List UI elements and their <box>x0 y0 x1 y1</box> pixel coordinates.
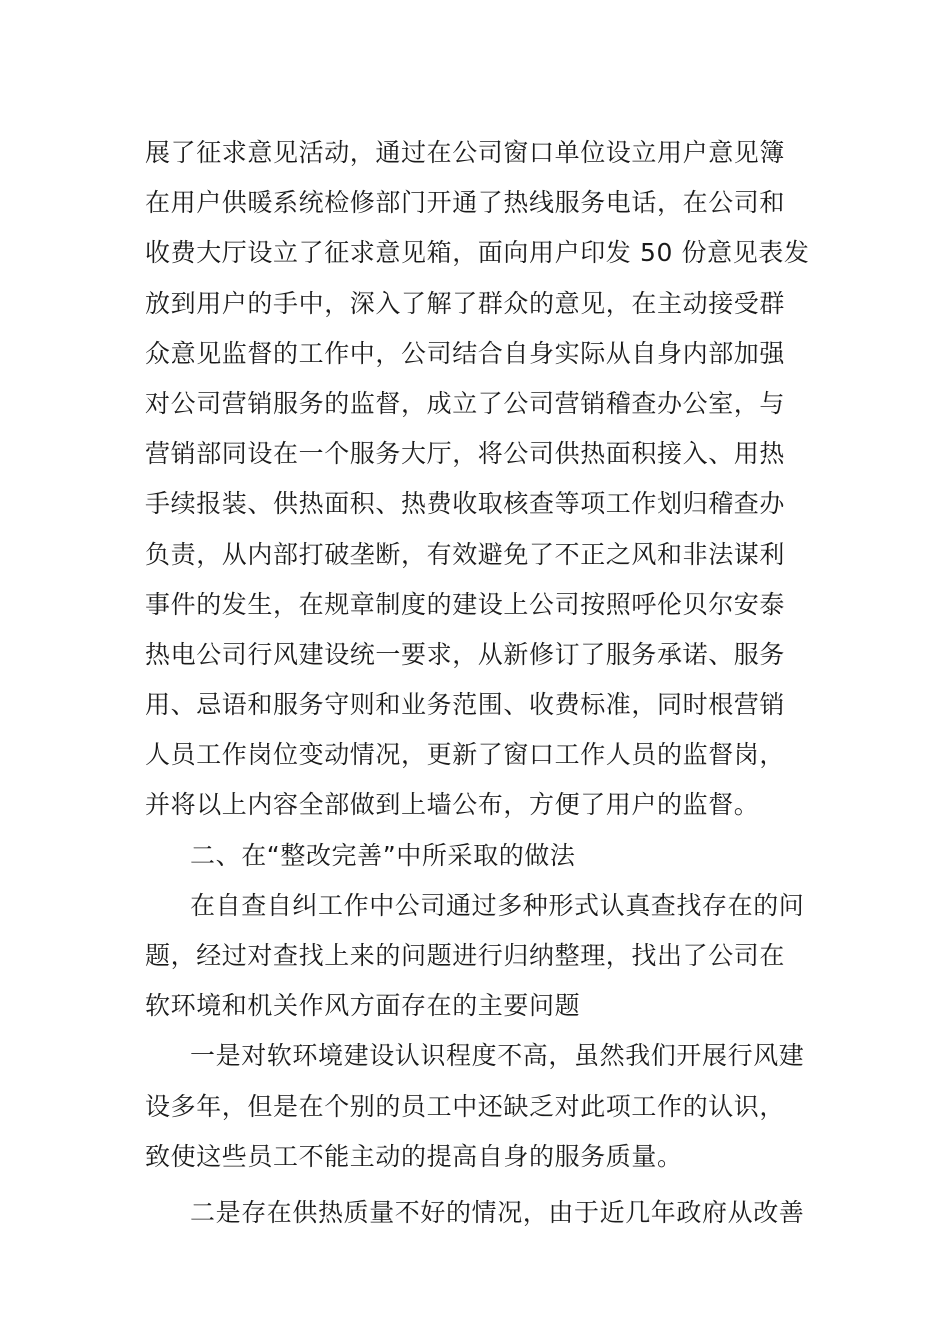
text-line: 众意见监督的工作中，公司结合自身实际从自身内部加强 <box>145 338 786 368</box>
text-line: 事件的发生，在规章制度的建设上公司按照呼伦贝尔安泰 <box>145 589 786 619</box>
text-line: 收费大厅设立了征求意见箱，面向用户印发 50 份意见表发 <box>145 238 810 268</box>
text-line: 题，经过对查找上来的问题进行归纳整理，找出了公司在 <box>145 941 786 970</box>
text-line: 手续报装、供热面积、热费收取核查等项工作划归稽查办 <box>145 489 786 519</box>
text-line: 软环境和机关作风方面存在的主要问题 <box>145 991 581 1021</box>
text-line: 营销部同设在一个服务大厅，将公司供热面积接入、用热 <box>145 439 786 469</box>
text-line: 并将以上内容全部做到上墙公布，方便了用户的监督。 <box>145 790 760 820</box>
text-line: 负责，从内部打破垄断，有效避免了不正之风和非法谋利 <box>145 539 786 569</box>
text-line: 热电公司行风建设统一要求，从新修订了服务承诺、服务 <box>145 639 786 669</box>
document-body <box>145 128 815 1238</box>
paragraph-start-line: 在自查自纠工作中公司通过多种形式认真查找存在的问 <box>190 890 805 920</box>
paragraph-start-line: 二是存在供热质量不好的情况，由于近几年政府从改善 <box>190 1197 805 1227</box>
text-line: 展了征求意见活动，通过在公司窗口单位设立用户意见簿 <box>145 138 786 167</box>
text-line: 在用户供暖系统检修部门开通了热线服务电话，在公司和 <box>145 188 786 218</box>
text-line: 对公司营销服务的监督，成立了公司营销稽查办公室，与 <box>145 388 786 418</box>
text-line: 放到用户的手中，深入了解了群众的意见，在主动接受群 <box>145 288 786 318</box>
text-line: 致使这些员工不能主动的提高自身的服务质量。 <box>145 1141 683 1171</box>
text-line: 人员工作岗位变动情况，更新了窗口工作人员的监督岗， <box>145 740 786 770</box>
text-line: 设多年，但是在个别的员工中还缺乏对此项工作的认识， <box>145 1091 786 1121</box>
section-heading: 二、在“整改完善”中所采取的做法 <box>190 840 576 870</box>
paragraph-start-line: 一是对软环境建设认识程度不高，虽然我们开展行风建 <box>190 1041 805 1071</box>
text-line: 用、忌语和服务守则和业务范围、收费标准，同时根营销 <box>145 690 786 720</box>
